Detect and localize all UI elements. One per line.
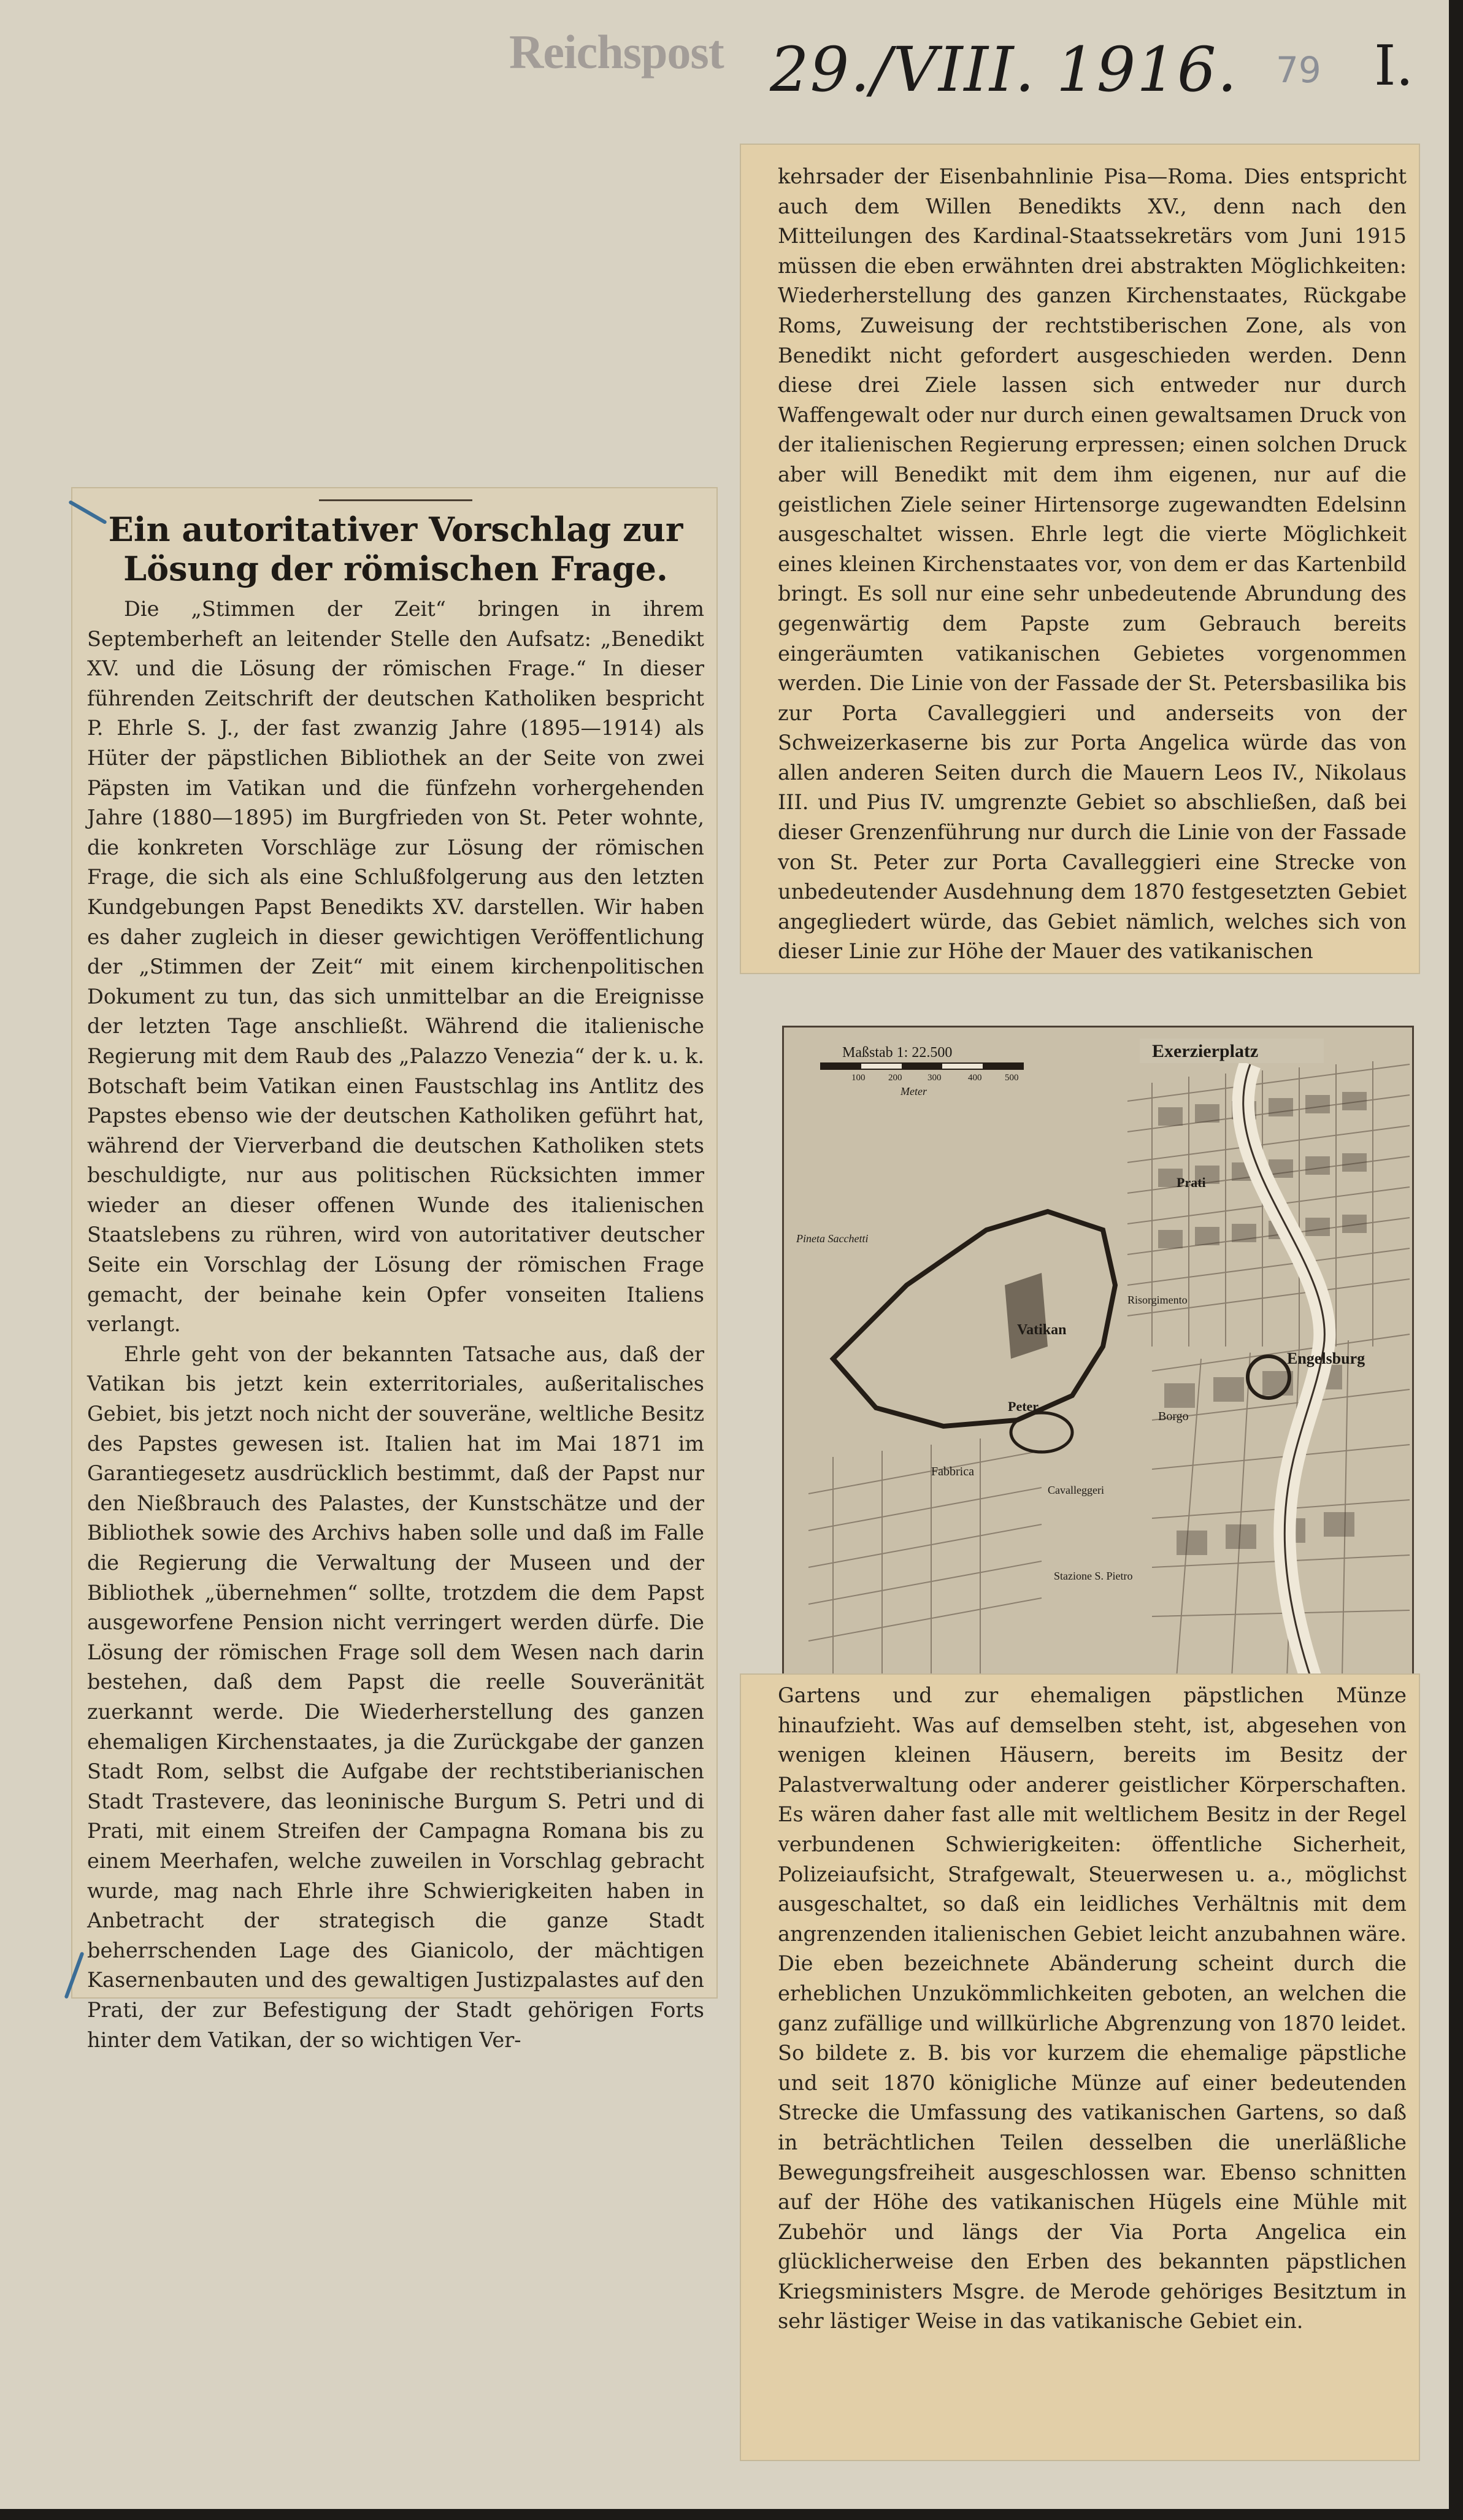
newspaper-stamp: Reichspost <box>509 25 724 79</box>
handwritten-roman-numeral: I. <box>1374 34 1414 98</box>
palace-block <box>1005 1273 1048 1359</box>
scale-tick-2: 200 <box>888 1073 902 1083</box>
map-drawing <box>784 1028 1412 1680</box>
clipping-left-column <box>72 488 716 2052</box>
right-top-body-text <box>778 162 1407 967</box>
clipping-right-bottom <box>741 1675 1419 2460</box>
label-fabbrica: Fabbrica <box>931 1465 974 1478</box>
label-peter: Peter <box>1008 1399 1039 1414</box>
scale-bar-seg-1 <box>821 1063 861 1069</box>
scale-tick-1: 100 <box>851 1073 866 1083</box>
label-pineta: Pineta Sacchetti <box>796 1232 869 1245</box>
headline-line-1: Ein autoritativer Vorschlag zur <box>108 510 683 549</box>
right-top-paragraph: kehrsader der Eisenbahnlinie Pisa—Roma. Dies entspricht auch dem Willen Benedikts XV., denn nach den Mitteilungen des Kardinal-Staatssekretärs vom Juni 1915 müssen die eben erwähnten drei abstrakten Möglichkeiten: Wiederherstellung des ganzen Kirchenstaates, Rückgabe Roms, Zuweisung der rechtstiberischen Zone, als von Benedikt nicht gefordert ausgeschieden werden. Denn diese drei Ziele lassen sich entweder nur durch Waffengewalt oder nur durch einen gewaltsamen Druck von der italienischen Regierung erpressen; einen solchen Druck aber will Benedikt mit dem ihm eigenen, nur auf die geistlichen Ziele seiner Hirtensorge zugewandten Edelsinn ausgeschaltet wissen. Ehrle legt die vierte Möglichkeit eines kleinen Kirchenstaates vor, von dem er das Kartenbild bringt. Es soll nur eine sehr unbedeutende Abrundung des gegenwärtig dem Papste zum Gebrauch bereits eingeräumten vatikanischen Gebietes vorgenommen werden. Die Linie von der Fassade der St. Petersbasilika bis zur Porta Cavalleggieri und anderseits von der Schweizerkaserne bis zur Porta Angelica würde das von allen anderen Seiten durch die Mauern Leos IV., Nikolaus III. und Pius IV. umgrenzte Gebiet so abschließen, daß bei dieser Grenzenführung nur durch die Linie von der Fassade von St. Peter zur Porta Cavalleggieri eine Strecke von unbedeutender Ausdehnung dem 1870 festgesetzten Gebiet angegliedert würde, das Gebiet nämlich, welches sich von dieser Linie zur Höhe der Mauer des vatikanischen <box>778 164 1407 964</box>
left-body-text <box>87 594 704 2055</box>
scale-tick-4: 400 <box>968 1073 982 1083</box>
article-headline <box>87 510 704 588</box>
label-prati: Prati <box>1177 1175 1206 1190</box>
pencil-page-number: 79 <box>1276 49 1321 91</box>
scale-bar-seg-5 <box>983 1063 1023 1069</box>
label-engelsburg: Engelsburg <box>1287 1350 1365 1367</box>
scale-label: Maßstab 1: 22.500 <box>842 1045 953 1061</box>
label-cavalleggeri: Cavalleggeri <box>1048 1484 1104 1496</box>
headline-line-2: Lösung der römischen Frage. <box>123 549 668 588</box>
label-stazione: Stazione S. Pietro <box>1054 1570 1133 1582</box>
right-bottom-body-text <box>778 1681 1407 2337</box>
vatican-map <box>782 1026 1414 1682</box>
scale-tick-3: 300 <box>927 1073 942 1083</box>
left-paragraph-1: Die „Stimmen der Zeit“ bringen in ihrem Septemberheft an leitender Stelle den Aufsatz: „Benedikt XV. und die Lösung der römischen Frage.“ In dieser führenden Zeitschrift der deutschen Katholiken bespricht P. Ehrle S. J., der fast zwanzig Jahre (1895—1914) als Hüter der päpstlichen Bibliothek an der Seite von zwei Päpsten im Vatikan und die fünfzehn vorhergehenden Jahre (1880—1895) im Burgfrieden von St. Peter wohnte, die konkreten Vorschläge zur Lösung der römischen Frage, die sich als eine Schlußfolgerung aus den letzten Kundgebungen Papst Benedikts XV. darstellen. Wir haben es daher zugleich in dieser gewichtigen Veröffentlichung der „Stimmen der Zeit“ mit einem kirchenpolitischen Dokument zu tun, das sich unmittelbar an die Ereignisse der letzten Tage anschließt. Während die italienische Regierung mit dem Raub des „Palazzo Venezia“ der k. u. k. Botschaft beim Vatikan einen Faustschlag ins Antlitz des Papstes ebenso wie der deutschen Katholiken geführt hat, während der Vierverband die deutschen Katholiken stets beschuldigte, nur aus politischen Rücksichten immer wieder an dieser offenen Wunde des italienischen Staatslebens zu rühren, wird von autoritativer deutscher Seite ein Vorschlag der Lösung der römischen Frage gemacht, der beinahe kein Opfer vonseiten Italiens verlangt. <box>87 597 704 1337</box>
label-borgo: Borgo <box>1158 1410 1189 1423</box>
scale-unit: Meter <box>900 1085 927 1097</box>
label-risorgimento: Risorgimento <box>1127 1294 1188 1306</box>
handwritten-date: 29./VIII. 1916. <box>770 34 1238 106</box>
header-rule <box>319 499 472 501</box>
label-vatikan: Vatikan <box>1017 1322 1067 1338</box>
scale-tick-5: 500 <box>1005 1073 1019 1083</box>
scale-bar-seg-3 <box>902 1063 942 1069</box>
clipping-right-top <box>741 145 1419 973</box>
right-bottom-paragraph: Gartens und zur ehemaligen päpstlichen Münze hinaufzieht. Was auf demselben steht, ist, abgesehen von wenigen kleinen Häusern, bereits im Besitz der Palastverwaltung oder anderer geistlicher Körperschaften. Es wären daher fast alle mit weltlichem Besitz in der Regel verbundenen Schwierigkeiten: öffentliche Sicherheit, Polizeiaufsicht, Strafgewalt, Steuerwesen u. a., möglichst ausgeschaltet, so daß ein leidliches Verhältnis mit dem angrenzenden italienischen Gebiet leicht anzubahnen wäre. Die eben bezeichnete Abänderung scheint durch die erheblichen Unzukömmlichkeiten geboten, an welchen die ganz zufällige und willkürliche Abgrenzung von 1870 leidet. So bildete z. B. bis vor kurzem die ehemalige päpstliche und seit 1870 königliche Münze auf einer bedeutenden Strecke die Umfassung des vatikanischen Gartens, so daß in beträchtlichen Teilen desselben die unerläßliche Bewegungsfreiheit ausgeschlossen war. Ebenso schnitten auf der Höhe des vatikanischen Hügels eine Mühle mit Zubehör und längs der Via Porta Angelica ein glücklicherweise den Erben des bekannten päpstlichen Kriegsministers Msgre. de Merode gehöriges Besitztum in sehr lästiger Weise in das vatikanische Gebiet ein. <box>778 1683 1407 2334</box>
label-exerzierplatz: Exerzierplatz <box>1152 1041 1259 1061</box>
left-paragraph-2: Ehrle geht von der bekannten Tatsache aus, daß der Vatikan bis jetzt kein exterritoriales, außeritalisches Gebiet, bis jetzt noch nicht der souveräne, weltliche Besitz des Papstes gewesen ist. Italien hat im Mai 1871 im Garantiegesetz ausdrücklich bestimmt, daß der Papst nur den Nießbrauch des Palastes, der Kunstschätze und der Bibliothek sowie des Archivs haben solle und daß im Falle die Regierung die Verwaltung der Museen und der Bibliothek „übernehmen“ sollte, trotzdem die dem Papst ausgeworfene Pension nicht verringert werden dürfe. Die Lösung der römischen Frage soll dem Wesen nach darin bestehen, daß dem Papst die reelle Souveränität zuerkannt werde. Die Wiederherstellung des ganzen ehemaligen Kirchenstaates, ja die Zurückgabe der ganzen Stadt Rom, selbst die Aufgabe der rechtstiberianischen Stadt Trastevere, das leoninische Burgum S. Petri und di Prati, mit einem Streifen der Campagna Romana bis zu einem Meerhafen, welche zuweilen in Vorschlag gebracht wurde, mag nach Ehrle ihre Schwierigkeiten haben in Anbetracht der strategisch die ganze Stadt beherrschenden Lage des Gianicolo, der mächtigen Kasernenbauten und des gewaltigen Justizpalastes auf den Prati, der zur Befestigung der Stadt gehörigen Forts hinter dem Vatikan, der so wichtigen Ver- <box>87 1342 704 2052</box>
